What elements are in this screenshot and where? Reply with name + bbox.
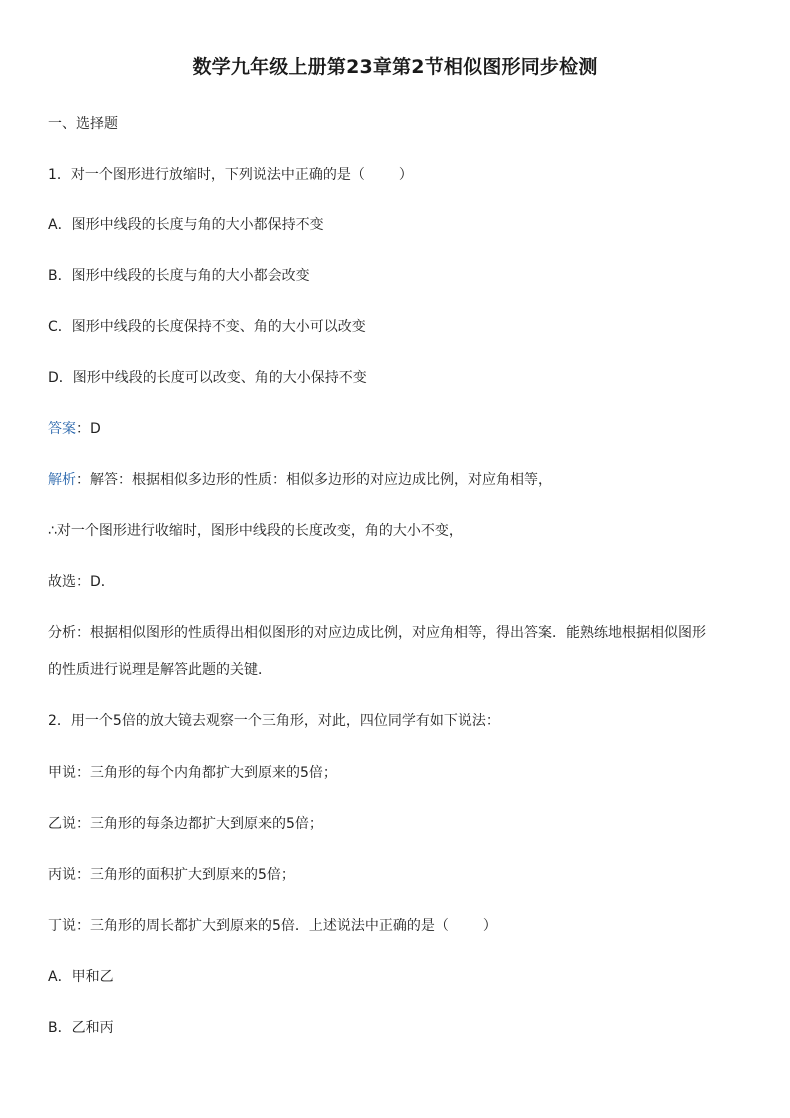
statement-ding (48, 916, 497, 936)
question-1-stem-end: ） (398, 167, 413, 183)
question-1-option-b: B．图形中线段的长度与角的大小都会改变 (48, 268, 310, 284)
question-2-option-a: A．甲和乙 (48, 969, 114, 985)
statement-yi: 乙说：三角形的每条边都扩大到原来的5倍； (48, 816, 323, 832)
question-2-option-b: B．乙和丙 (48, 1020, 114, 1036)
statement-jia: 甲说：三角形的每个内角都扩大到原来的5倍； (48, 765, 337, 781)
statement-ding-end: ） (482, 918, 497, 934)
analysis-text: ：解答：根据相似多边形的性质：相似多边形的对应边成比例，对应角相等， (76, 472, 552, 488)
question-1-stem-text: 1．对一个图形进行放缩时，下列说法中正确的是（ (48, 167, 365, 183)
fenxi-line-1: 分析：根据相似图形的性质得出相似图形的对应边成比例，对应角相等，得出答案．能熟练地根据相似图形 (48, 625, 706, 641)
document-title: 数学九年级上册第23章第2节相似图形同步检测 (192, 56, 598, 78)
statement-bing: 丙说：三角形的面积扩大到原来的5倍； (48, 867, 295, 883)
analysis-line-2: ∴对一个图形进行收缩时，图形中线段的长度改变，角的大小不变， (48, 523, 463, 539)
question-1-option-c: C．图形中线段的长度保持不变、角的大小可以改变 (48, 319, 366, 335)
question-1-option-d: D．图形中线段的长度可以改变、角的大小保持不变 (48, 370, 367, 386)
analysis-label: 解析 (48, 472, 76, 488)
analysis-line-3: 故选：D． (48, 574, 115, 590)
fenxi-line-2: 的性质进行说理是解答此题的关键． (48, 662, 272, 678)
answer-value: ：D (76, 421, 101, 437)
question-2-stem: 2．用一个5倍的放大镜去观察一个三角形，对此，四位同学有如下说法： (48, 713, 500, 729)
question-1-answer (48, 419, 101, 439)
question-1-analysis (48, 470, 552, 490)
answer-label: 答案 (48, 421, 76, 437)
section-heading: 一、选择题 (48, 116, 118, 132)
question-1-option-a: A．图形中线段的长度与角的大小都保持不变 (48, 217, 324, 233)
statement-ding-text: 丁说：三角形的周长都扩大到原来的5倍．上述说法中正确的是（ (48, 918, 449, 934)
question-1-stem (48, 165, 413, 185)
